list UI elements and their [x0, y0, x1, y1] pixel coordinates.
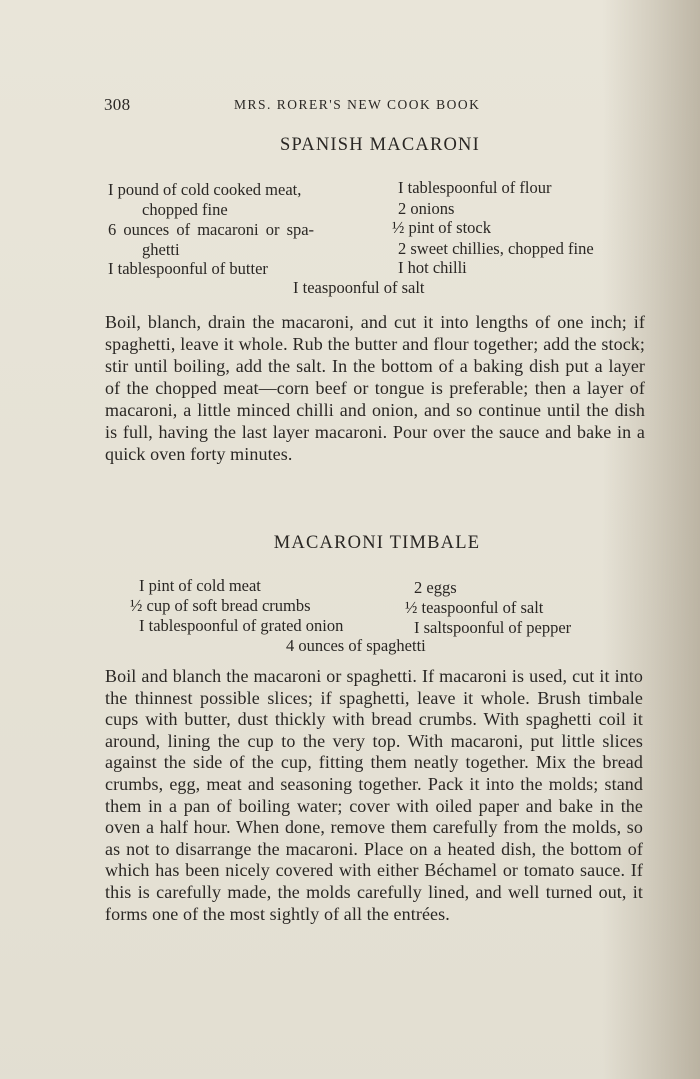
recipe-directions-macaroni-timbale: Boil and blanch the macaroni or spaghetti. If macaroni is used, cut it into the thinnest possible slices; if spaghetti, leave it whole. Brush timbale cups with butter, dust thickly with bread crumbs. With spaghetti coil it around, lining the cup to the very top. With macaroni, put little slices against the side of the cup, fitting them neatly together. Mix the bread crumbs, egg, meat and seasoning together. Pack it into the molds; stand them in a pan of boiling water; cover with oiled paper and bake in the oven a half hour. When done, remove them carefully from the molds, so as not to disarrange the macaroni. Place on a heated dish, the bottom of which has been nicely covered with either Béchamel or tomato sauce. If this is carefully made, the molds carefully lined, and well turned out, it forms one of the most sightly of all the entrées.: [105, 666, 643, 924]
page-number: 308: [104, 95, 131, 114]
ingredient-item: 2 eggs: [414, 578, 457, 597]
recipe-directions-spanish-macaroni: Boil, blanch, drain the macaroni, and cut it into lengths of one inch; if spaghetti, leave it whole. Rub the butter and flour together; add the stock; stir until boiling, add the salt. In the bottom of a baking dish put a layer of the chopped meat—corn beef or tongue is preferable; then a layer of macaroni, a little minced chilli and onion, and so continue until the dish is full, having the last layer macaroni. Pour over the sauce and bake in a quick oven forty minutes.: [105, 312, 645, 464]
ingredient-item: 2 sweet chillies, chopped fine: [398, 239, 594, 258]
recipe-title-macaroni-timbale: MACARONI TIMBALE: [273, 533, 481, 553]
ingredient-item: ½ pint of stock: [392, 218, 491, 237]
running-head: [104, 95, 534, 117]
ingredient-item: 4 ounces of spaghetti: [286, 636, 426, 655]
ingredient-item: I tablespoonful of butter: [108, 259, 268, 278]
ingredient-item: I tablespoonful of grated onion: [139, 616, 344, 635]
recipe-title-spanish-macaroni: SPANISH MACARONI: [280, 135, 480, 155]
ingredient-item: 6 ounces of macaroni or spa-: [108, 220, 315, 239]
ingredient-item-continued: ghetti: [142, 240, 180, 259]
ingredient-item: I saltspoonful of pepper: [414, 618, 572, 637]
ingredient-item: I pound of cold cooked meat,: [108, 180, 302, 199]
ingredient-item: I hot chilli: [398, 258, 467, 277]
ingredient-item: I pint of cold meat: [139, 576, 261, 595]
ingredient-item: 2 onions: [398, 199, 455, 218]
ingredient-item: I teaspoonful of salt: [293, 278, 425, 297]
ingredient-item: I tablespoonful of flour: [398, 178, 552, 197]
ingredient-item: ½ teaspoonful of salt: [405, 598, 544, 617]
book-title: MRS. RORER'S NEW COOK BOOK: [234, 97, 481, 112]
ingredient-item: ½ cup of soft bread crumbs: [130, 596, 311, 615]
ingredient-item-continued: chopped fine: [142, 200, 228, 219]
